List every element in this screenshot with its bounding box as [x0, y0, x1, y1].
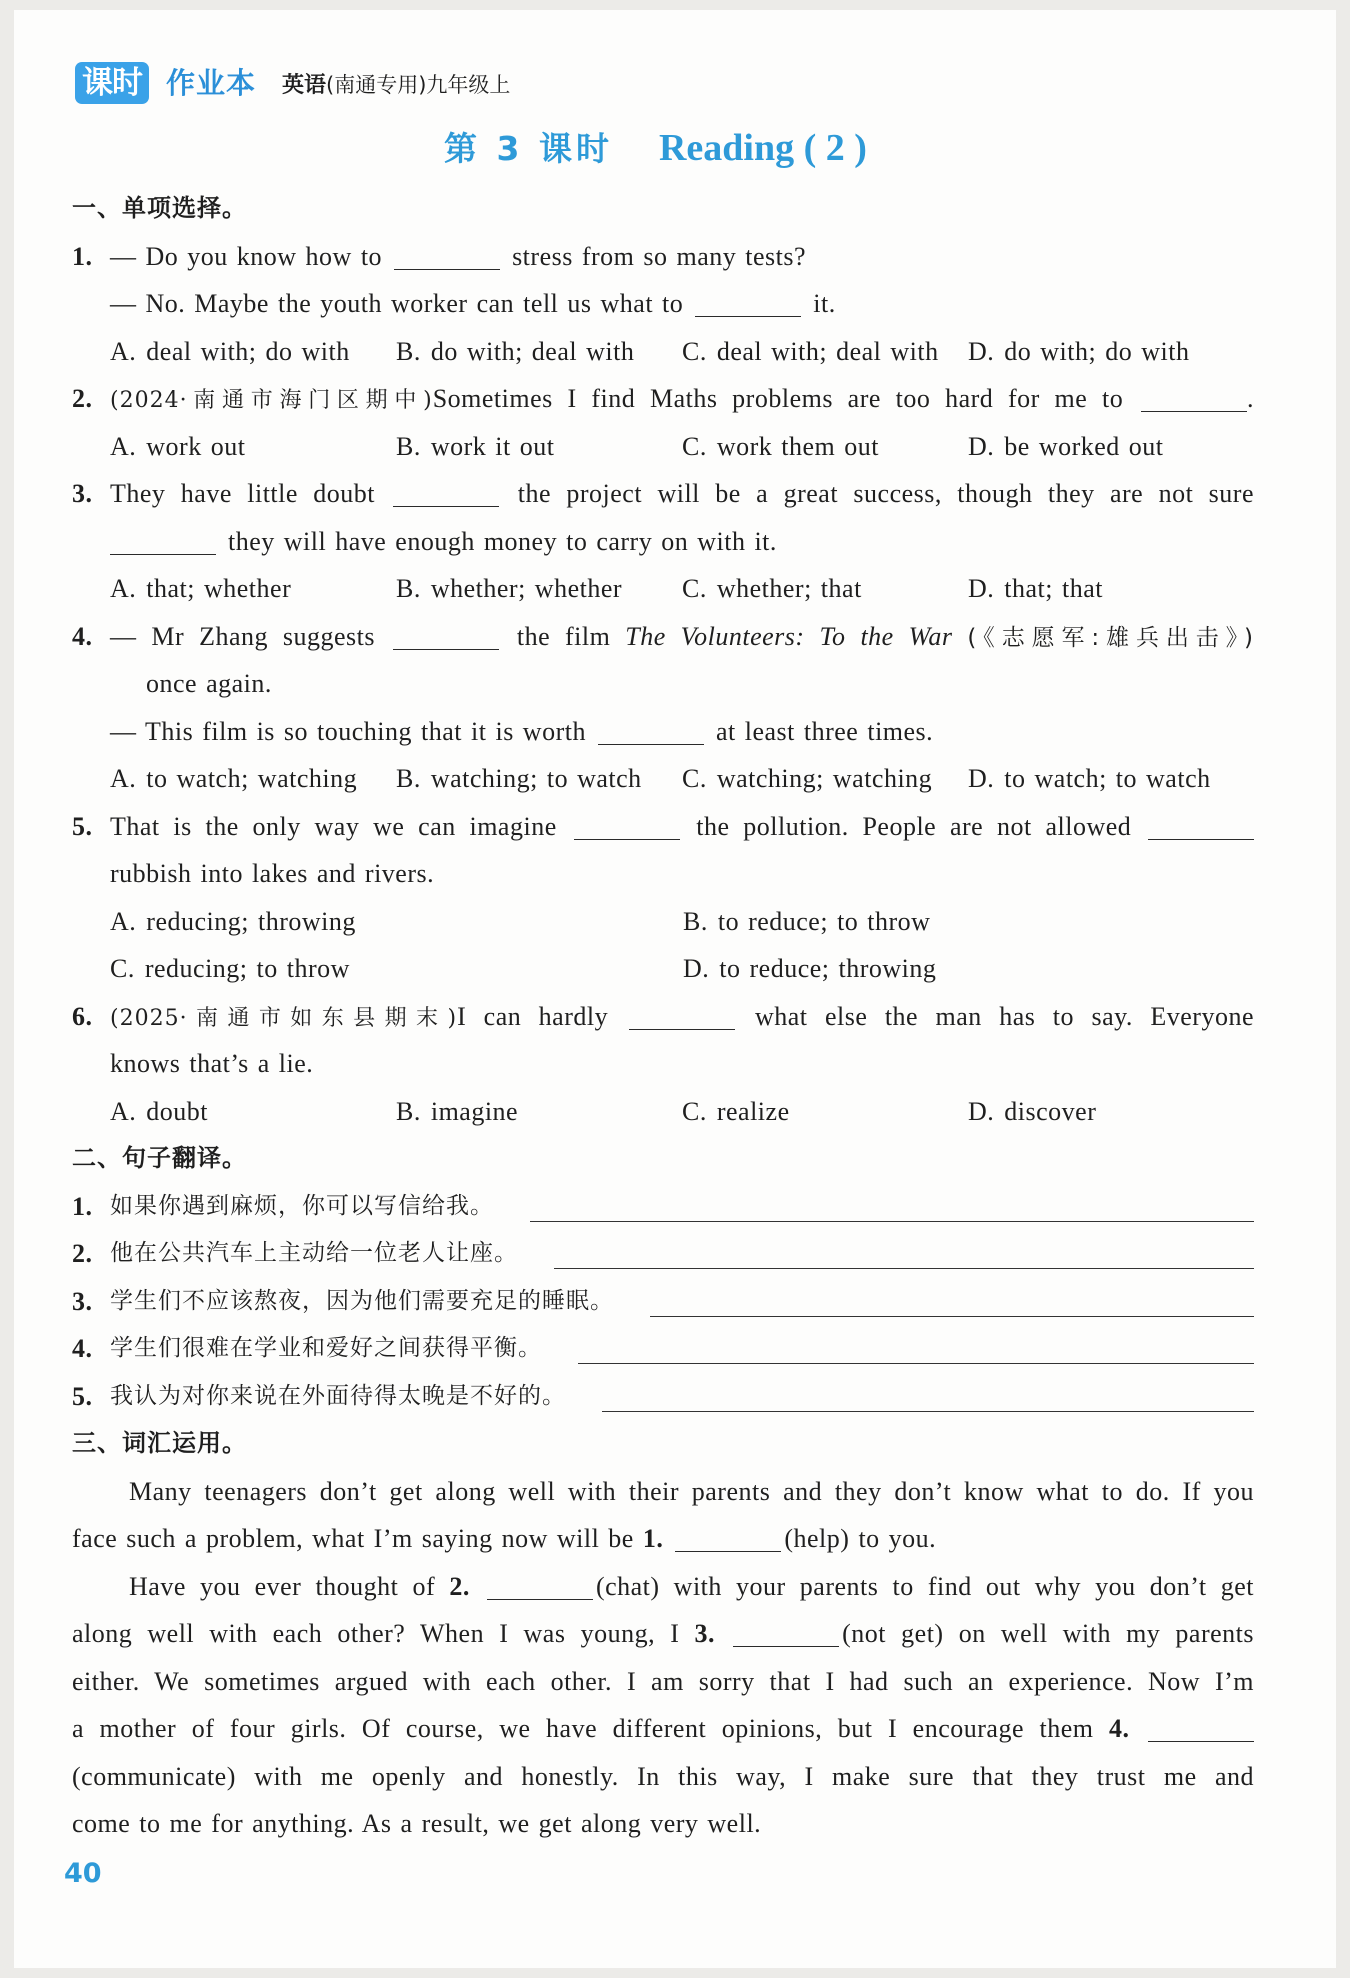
- option-label: B.: [396, 764, 421, 793]
- answer-blank: [598, 724, 704, 745]
- option-text: work them out: [716, 431, 879, 461]
- item-number: 3.: [72, 1286, 93, 1316]
- option-a: [110, 755, 396, 803]
- option-b: [396, 1088, 682, 1136]
- question-text: — Do you know how to: [110, 241, 383, 271]
- passage-text: a mother of four girls. Of course, we have different opinions, but I encourage them: [72, 1714, 1094, 1743]
- book-subtitle: [282, 68, 510, 102]
- answer-blank: [675, 1531, 781, 1552]
- answer-blank: [695, 296, 801, 317]
- option-b: [396, 423, 682, 471]
- option-d: [968, 423, 1254, 471]
- passage-text: (chat) with your parents to find out why you don’t get: [595, 1571, 1255, 1601]
- section-heading-translation: 二、句子翻译。: [72, 1144, 247, 1172]
- option-label: D.: [968, 336, 995, 366]
- option-d: [968, 1088, 1254, 1136]
- passage-line: [0, 1610, 1350, 1658]
- blank-number: 4.: [1109, 1714, 1130, 1743]
- question-source: (2024·南通市海门区期中): [110, 388, 433, 413]
- passage-text: Many teenagers don’t get along well with their parents and they don’t know what to do. If you: [129, 1476, 1254, 1506]
- answer-line: [602, 1373, 1254, 1412]
- option-label: C.: [682, 336, 707, 366]
- question-text: once again.: [146, 669, 272, 698]
- question-6-line-2: [0, 1040, 1350, 1088]
- question-text: Sometimes I find Maths problems are too hard for me to: [432, 384, 1124, 413]
- question-5-options-row-2: [0, 945, 1350, 993]
- answer-line: [578, 1325, 1254, 1364]
- question-text: They have little doubt: [110, 479, 375, 508]
- item-number: 2.: [72, 1239, 93, 1268]
- option-text: work out: [146, 431, 246, 461]
- option-a: [110, 565, 396, 613]
- option-label: B.: [396, 431, 421, 461]
- answer-blank: [393, 486, 499, 507]
- option-d: [968, 755, 1254, 803]
- passage-line: [0, 1563, 1350, 1611]
- option-text: do with; deal with: [430, 336, 635, 366]
- subject-label: 英语: [282, 73, 327, 98]
- question-5-line-2: [0, 850, 1350, 898]
- option-d: [968, 328, 1254, 376]
- item-number: 4.: [72, 1334, 93, 1363]
- page-title: [444, 122, 867, 174]
- option-text: deal with; deal with: [716, 336, 939, 366]
- chinese-sentence: 学生们不应该熬夜，因为他们需要充足的睡眠。: [110, 1287, 614, 1314]
- section-heading-vocabulary: 三、词汇运用。: [72, 1429, 247, 1457]
- option-text: to reduce; to throw: [717, 906, 931, 936]
- translation-item-2: [0, 1230, 1350, 1278]
- chinese-sentence: 学生们很难在学业和爱好之间获得平衡。: [110, 1335, 542, 1361]
- option-d: [968, 565, 1254, 613]
- option-a: [110, 423, 396, 471]
- option-text: watching; to watch: [430, 764, 642, 793]
- question-6-line-1: [0, 993, 1350, 1041]
- option-b: [396, 755, 682, 803]
- option-label: D.: [683, 954, 710, 983]
- question-text: .: [1247, 384, 1254, 413]
- option-label: A.: [110, 574, 137, 603]
- answer-blank: [394, 249, 500, 270]
- option-b: [396, 328, 682, 376]
- question-3-options: [0, 565, 1350, 613]
- option-text: doubt: [146, 1096, 209, 1126]
- passage-line: [0, 1800, 1350, 1848]
- question-4-line-2: [0, 660, 1350, 708]
- question-5-options-row-1: [0, 898, 1350, 946]
- answer-blank: [733, 1626, 839, 1647]
- passage-line: [0, 1515, 1350, 1563]
- answer-line: [554, 1230, 1254, 1269]
- option-label: A.: [110, 336, 137, 366]
- question-source: (2025·南通市如东县期末): [110, 1005, 458, 1031]
- question-1-line-2: [0, 280, 1350, 328]
- question-1-line-1: [0, 233, 1350, 281]
- option-c: [682, 565, 968, 613]
- option-text: whether; whether: [430, 574, 623, 603]
- question-number: 6.: [72, 1001, 93, 1031]
- option-text: be worked out: [1004, 431, 1164, 461]
- option-text: whether; that: [716, 574, 862, 603]
- answer-blank: [487, 1579, 593, 1600]
- chinese-sentence: 他在公共汽车上主动给一位老人让座。: [110, 1240, 518, 1266]
- option-text: that; whether: [146, 574, 292, 603]
- option-b: [396, 565, 682, 613]
- answer-blank: [393, 629, 499, 650]
- answer-blank: [110, 534, 216, 555]
- option-d: [683, 945, 1254, 993]
- chinese-sentence: 如果你遇到麻烦，你可以写信给我。: [110, 1192, 494, 1219]
- option-c: [682, 328, 968, 376]
- film-title-chinese: (《志愿军:雄兵出击》): [967, 624, 1255, 651]
- blank-number: 1.: [642, 1524, 664, 1553]
- option-b: [683, 898, 1254, 946]
- question-4-line-3: [0, 708, 1350, 756]
- lesson-number: 第 3 课时: [444, 129, 613, 168]
- answer-line: [650, 1278, 1254, 1317]
- passage-text: (communicate) with me openly and honestly. In this way, I make sure that they trust me and: [72, 1761, 1254, 1791]
- option-text: reducing; throwing: [146, 906, 356, 936]
- answer-blank: [1148, 1721, 1254, 1742]
- question-text: I can hardly: [457, 1001, 609, 1031]
- option-text: watching; watching: [716, 764, 933, 793]
- question-1-options: [0, 328, 1350, 376]
- passage-text: face such a problem, what I’m saying now will be: [72, 1524, 634, 1553]
- film-title: The Volunteers: To the War: [625, 621, 953, 651]
- passage-text: (help) to you.: [784, 1524, 937, 1553]
- option-label: A.: [110, 764, 137, 793]
- question-3-line-2: [0, 518, 1350, 566]
- translation-item-3: [0, 1278, 1350, 1326]
- option-text: to watch; watching: [146, 764, 358, 793]
- question-text: what else the man has to say. Everyone: [754, 1001, 1254, 1031]
- page-number: 40: [64, 1858, 102, 1889]
- blank-number: 3.: [694, 1619, 715, 1648]
- option-label: A.: [110, 431, 137, 461]
- passage-line: [0, 1753, 1350, 1801]
- option-c: [110, 945, 683, 993]
- question-5-line-1: [0, 803, 1350, 851]
- section-heading-choice: 一、单项选择。: [72, 194, 247, 222]
- question-number: 1.: [72, 241, 93, 271]
- question-3-line-1: [0, 470, 1350, 518]
- passage-text: come to me for anything. As a result, we get along very well.: [72, 1809, 762, 1838]
- option-a: [110, 328, 396, 376]
- passage-line: [0, 1658, 1350, 1706]
- option-label: C.: [110, 954, 135, 983]
- question-4-options: [0, 755, 1350, 803]
- question-text: the pollution. People are not allowed: [696, 811, 1132, 841]
- question-text: knows that’s a lie.: [110, 1049, 314, 1078]
- logo-badge: 课时: [75, 62, 149, 104]
- question-number: 3.: [72, 479, 93, 508]
- option-label: C.: [682, 431, 707, 461]
- option-label: A.: [110, 1096, 137, 1126]
- blank-number: 2.: [449, 1571, 470, 1601]
- option-text: that; that: [1004, 574, 1103, 603]
- option-label: D.: [968, 1096, 995, 1126]
- answer-blank: [1148, 819, 1254, 840]
- question-text: the film: [516, 621, 611, 651]
- question-text: — This film is so touching that it is worth: [110, 716, 586, 746]
- option-label: C.: [682, 1096, 707, 1126]
- question-text: at least three times.: [715, 716, 934, 746]
- option-c: [682, 755, 968, 803]
- option-text: realize: [716, 1096, 790, 1126]
- option-label: B.: [396, 1096, 421, 1126]
- option-text: reducing; to throw: [144, 954, 350, 983]
- question-4-line-1: [0, 613, 1350, 661]
- question-text: stress from so many tests?: [512, 241, 807, 271]
- passage-line: [0, 1705, 1350, 1753]
- option-label: D.: [968, 764, 995, 793]
- lesson-topic: Reading ( 2 ): [658, 127, 867, 169]
- option-a: [110, 1088, 396, 1136]
- question-text: — Mr Zhang suggests: [110, 621, 376, 651]
- option-label: A.: [110, 906, 137, 936]
- passage-line: [0, 1468, 1350, 1516]
- option-c: [682, 1088, 968, 1136]
- question-2-line-1: [0, 375, 1350, 423]
- translation-item-1: [0, 1183, 1350, 1231]
- option-text: imagine: [430, 1096, 519, 1126]
- option-a: [110, 898, 683, 946]
- logo-wordmark: 作业本: [166, 66, 257, 100]
- translation-item-4: [0, 1325, 1350, 1373]
- question-text: That is the only way we can imagine: [110, 811, 557, 841]
- option-label: B.: [396, 574, 421, 603]
- question-text: rubbish into lakes and rivers.: [110, 859, 435, 888]
- edition-label: (南通专用)九年级上: [326, 73, 511, 97]
- answer-blank: [1141, 391, 1247, 412]
- option-label: C.: [682, 574, 707, 603]
- option-text: deal with; do with: [146, 336, 350, 366]
- option-label: C.: [682, 764, 707, 793]
- option-label: B.: [396, 336, 421, 366]
- option-text: discover: [1004, 1096, 1097, 1126]
- item-number: 1.: [72, 1191, 93, 1221]
- translation-item-5: [0, 1373, 1350, 1421]
- chinese-sentence: 我认为对你来说在外面待得太晚是不好的。: [110, 1382, 566, 1409]
- question-6-options: [0, 1088, 1350, 1136]
- option-label: D.: [968, 574, 995, 603]
- question-text: it.: [813, 289, 836, 318]
- question-text: they will have enough money to carry on with it.: [228, 526, 777, 556]
- option-c: [682, 423, 968, 471]
- answer-blank: [629, 1009, 735, 1030]
- item-number: 5.: [72, 1381, 93, 1411]
- question-text: the project will be a great success, though they are not sure: [517, 479, 1254, 508]
- passage-text: Have you ever thought of: [129, 1571, 436, 1601]
- option-label: B.: [683, 906, 708, 936]
- answer-blank: [574, 819, 680, 840]
- option-label: D.: [968, 431, 995, 461]
- option-text: do with; do with: [1004, 336, 1190, 366]
- passage-text: either. We sometimes argued with each other. I am sorry that I had such an experience. Now I’m: [72, 1666, 1254, 1696]
- passage-text: (not get) on well with my parents: [842, 1619, 1255, 1648]
- question-number: 4.: [72, 621, 93, 651]
- question-text: — No. Maybe the youth worker can tell us what to: [110, 289, 684, 318]
- option-text: work it out: [430, 431, 555, 461]
- worksheet-content: [0, 185, 1350, 1848]
- passage-text: along well with each other? When I was young, I: [72, 1619, 680, 1648]
- question-number: 2.: [72, 384, 93, 413]
- question-2-options: [0, 423, 1350, 471]
- answer-line: [530, 1183, 1254, 1222]
- option-text: to watch; to watch: [1004, 764, 1211, 793]
- question-number: 5.: [72, 811, 93, 841]
- option-text: to reduce; throwing: [719, 954, 937, 983]
